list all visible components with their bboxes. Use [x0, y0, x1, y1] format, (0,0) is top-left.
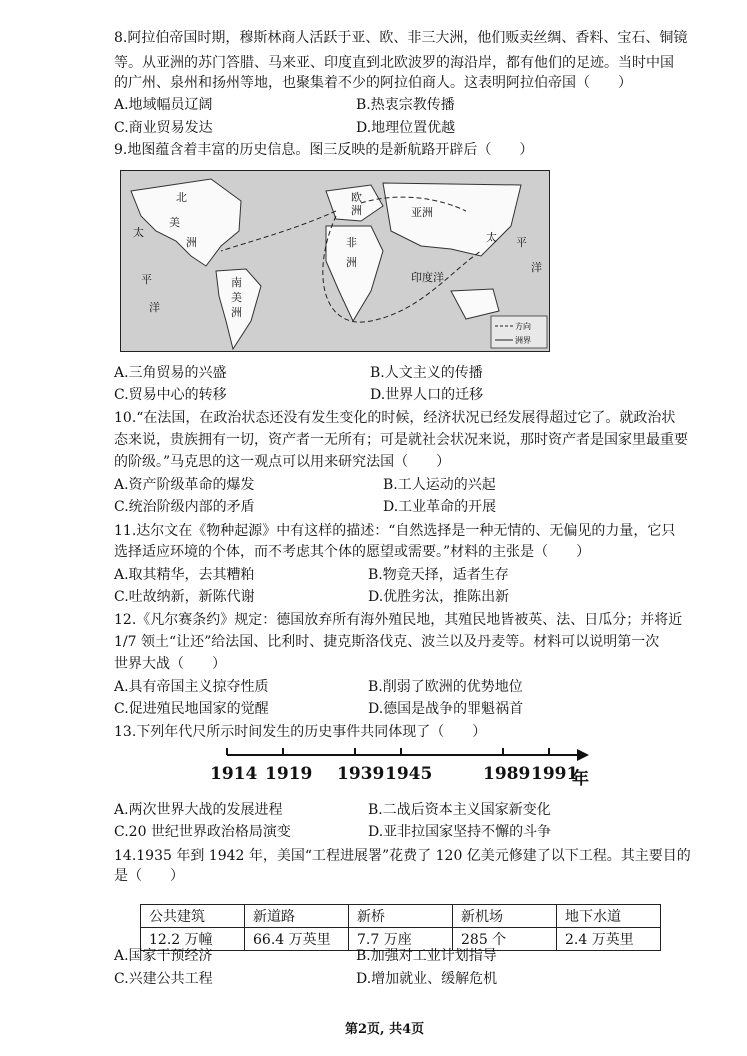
- map-label: 平: [516, 236, 527, 249]
- q12-option-b: B.削弱了欧洲的优势地位: [368, 679, 523, 695]
- table-cell: 12.2 万幢: [141, 928, 245, 951]
- map-label: 美: [231, 291, 242, 304]
- q12-option-a: A.具有帝国主义掠夺性质: [114, 679, 269, 695]
- legend-boundary-label: 洲界: [515, 336, 531, 345]
- q12-option-c: C.促进殖民地国家的觉醒: [114, 701, 269, 717]
- map-label: 太: [133, 226, 144, 239]
- map-label: 非: [346, 236, 357, 249]
- q12-stem-line3: 世界大战（ ）: [114, 656, 226, 672]
- q10-stem-line2: 态来说，贵族拥有一切，资产者一无所有；可是就社会状况来说，那时资产者是国家里最重要: [114, 432, 688, 448]
- map-label: 欧: [351, 191, 362, 204]
- q14-stem-line2: 是（ ）: [114, 868, 184, 884]
- timeline-unit: 年: [572, 769, 589, 789]
- q14-option-a: A.国家干预经济: [114, 948, 213, 964]
- q11-option-c: C.吐故纳新，新陈代谢: [114, 589, 255, 605]
- map-label: 北: [176, 191, 187, 204]
- timeline-year: 1991: [531, 764, 579, 784]
- map-label: 亚洲: [411, 206, 433, 219]
- q10-option-a: A.资产阶级革命的爆发: [114, 477, 255, 493]
- map-label: 洲: [346, 256, 357, 269]
- map-label: 太: [486, 231, 497, 244]
- timeline-year: 1945: [385, 764, 433, 784]
- map-label: 洲: [351, 204, 362, 217]
- q14-stem-line1: 14.1935 年到 1942 年，美国“工程进展署”花费了 120 亿美元修建了以下工程。其主要目的: [114, 848, 691, 864]
- q13-option-a: A.两次世界大战的发展进程: [114, 802, 283, 818]
- q12-stem-line1: 12.《凡尔赛条约》规定：德国放弃所有海外殖民地，其殖民地皆被英、法、日瓜分；并将近: [114, 612, 683, 628]
- q10-stem-line3: 的阶级。”马克思的这一观点可以用来研究法国（ ）: [114, 454, 451, 470]
- projects-table: [140, 904, 661, 951]
- q14-option-d: D.增加就业、缓解危机: [356, 971, 498, 987]
- q10-stem-line1: 10.“在法国，在政治状态还没有发生变化的时候，经济状况已经发展得超过它了。就政治状: [114, 410, 676, 426]
- world-map-svg: [121, 171, 549, 351]
- table-cell: 66.4 万英里: [245, 928, 349, 951]
- table-header-cell: 新道路: [245, 905, 349, 928]
- timeline-year: 1989: [483, 764, 531, 784]
- table-header-cell: 新机场: [453, 905, 557, 928]
- q10-option-d: D.工业革命的开展: [383, 499, 497, 515]
- map-label: 印度洋: [411, 271, 444, 284]
- table-header-row: [141, 905, 661, 928]
- q11-stem-line2: 选择适应环境的个体，而不考虑其个体的愿望或需要。”材料的主张是（ ）: [114, 544, 591, 560]
- q14-option-c: C.兴建公共工程: [114, 971, 213, 987]
- q9-option-d: D.世界人口的迁移: [370, 387, 484, 403]
- q10-option-b: B.工人运动的兴起: [383, 477, 496, 493]
- q13-option-b: B.二战后资本主义国家新变化: [368, 802, 551, 818]
- q10-option-c: C.统治阶级内部的矛盾: [114, 499, 255, 515]
- map-label: 南: [231, 276, 242, 289]
- q8-stem-line3: 的广州、泉州和扬州等地，也聚集着不少的阿拉伯商人。这表明阿拉伯帝国（ ）: [114, 75, 632, 91]
- map-label: 平: [141, 273, 152, 286]
- q11-option-d: D.优胜劣汰，推陈出新: [368, 589, 510, 605]
- legend-direction-label: 方向: [515, 322, 531, 331]
- table-header-cell: 新桥: [349, 905, 453, 928]
- q13-stem: 13.下列年代尺所示时间发生的历史事件共同体现了（ ）: [114, 724, 487, 740]
- q11-option-b: B.物竞天择，适者生存: [368, 567, 509, 583]
- map-label: 洲: [186, 236, 197, 249]
- table-cell: 2.4 万英里: [557, 928, 661, 951]
- q13-option-d: D.亚非拉国家坚持不懈的斗争: [368, 824, 552, 840]
- q9-option-b: B.人文主义的传播: [370, 365, 483, 381]
- table-header-cell: 公共建筑: [141, 905, 245, 928]
- q8-option-a: A.地域幅员辽阔: [114, 97, 213, 113]
- q13-option-c: C.20 世纪世界政治格局演变: [114, 824, 291, 840]
- q9-option-a: A.三角贸易的兴盛: [114, 365, 227, 381]
- timeline-year: 1914: [210, 764, 258, 784]
- q12-stem-line2: 1/7 领土“让还”给法国、比利时、捷克斯洛伐克、波兰以及丹麦等。材料可以说明第一次: [114, 634, 660, 650]
- q12-option-d: D.德国是战争的罪魁祸首: [368, 701, 524, 717]
- q8-option-c: C.商业贸易发达: [114, 120, 213, 136]
- table-header-cell: 地下水道: [557, 905, 661, 928]
- q11-stem-line1: 11.达尔文在《物种起源》中有这样的描述：“自然选择是一种无情的、无偏见的力量，它只: [114, 523, 676, 539]
- q9-option-c: C.贸易中心的转移: [114, 387, 227, 403]
- q9-stem: 9.地图蕴含着丰富的历史信息。图三反映的是新航路开辟后（ ）: [114, 142, 534, 158]
- timeline-year: 1939: [337, 764, 385, 784]
- q14-option-b: B.加强对工业计划指导: [356, 948, 497, 964]
- map-legend: [491, 316, 547, 348]
- q8-option-d: D.地理位置优越: [356, 120, 456, 136]
- page-footer: 第2页, 共4页: [345, 1022, 425, 1037]
- map-label: 美: [169, 216, 180, 229]
- map-label: 洲: [231, 306, 242, 319]
- timeline-year: 1919: [265, 764, 313, 784]
- map-label: 洋: [531, 261, 542, 274]
- map-label: 洋: [149, 301, 160, 314]
- q8-stem-line1: 8.阿拉伯帝国时期，穆斯林商人活跃于亚、欧、非三大洲，他们贩卖丝绸、香料、宝石、铜镜: [114, 30, 688, 46]
- q8-stem-line2: 等。从亚洲的苏门答腊、马来亚、印度直到北欧波罗的海沿岸，都有他们的足迹。当时中国: [114, 55, 674, 71]
- world-map-figure: [120, 170, 550, 352]
- q11-option-a: A.取其精华，去其糟粕: [114, 567, 255, 583]
- table-cell: 7.7 万座: [349, 928, 453, 951]
- q8-option-b: B.热衷宗教传播: [356, 97, 455, 113]
- table-cell: 285 个: [453, 928, 557, 951]
